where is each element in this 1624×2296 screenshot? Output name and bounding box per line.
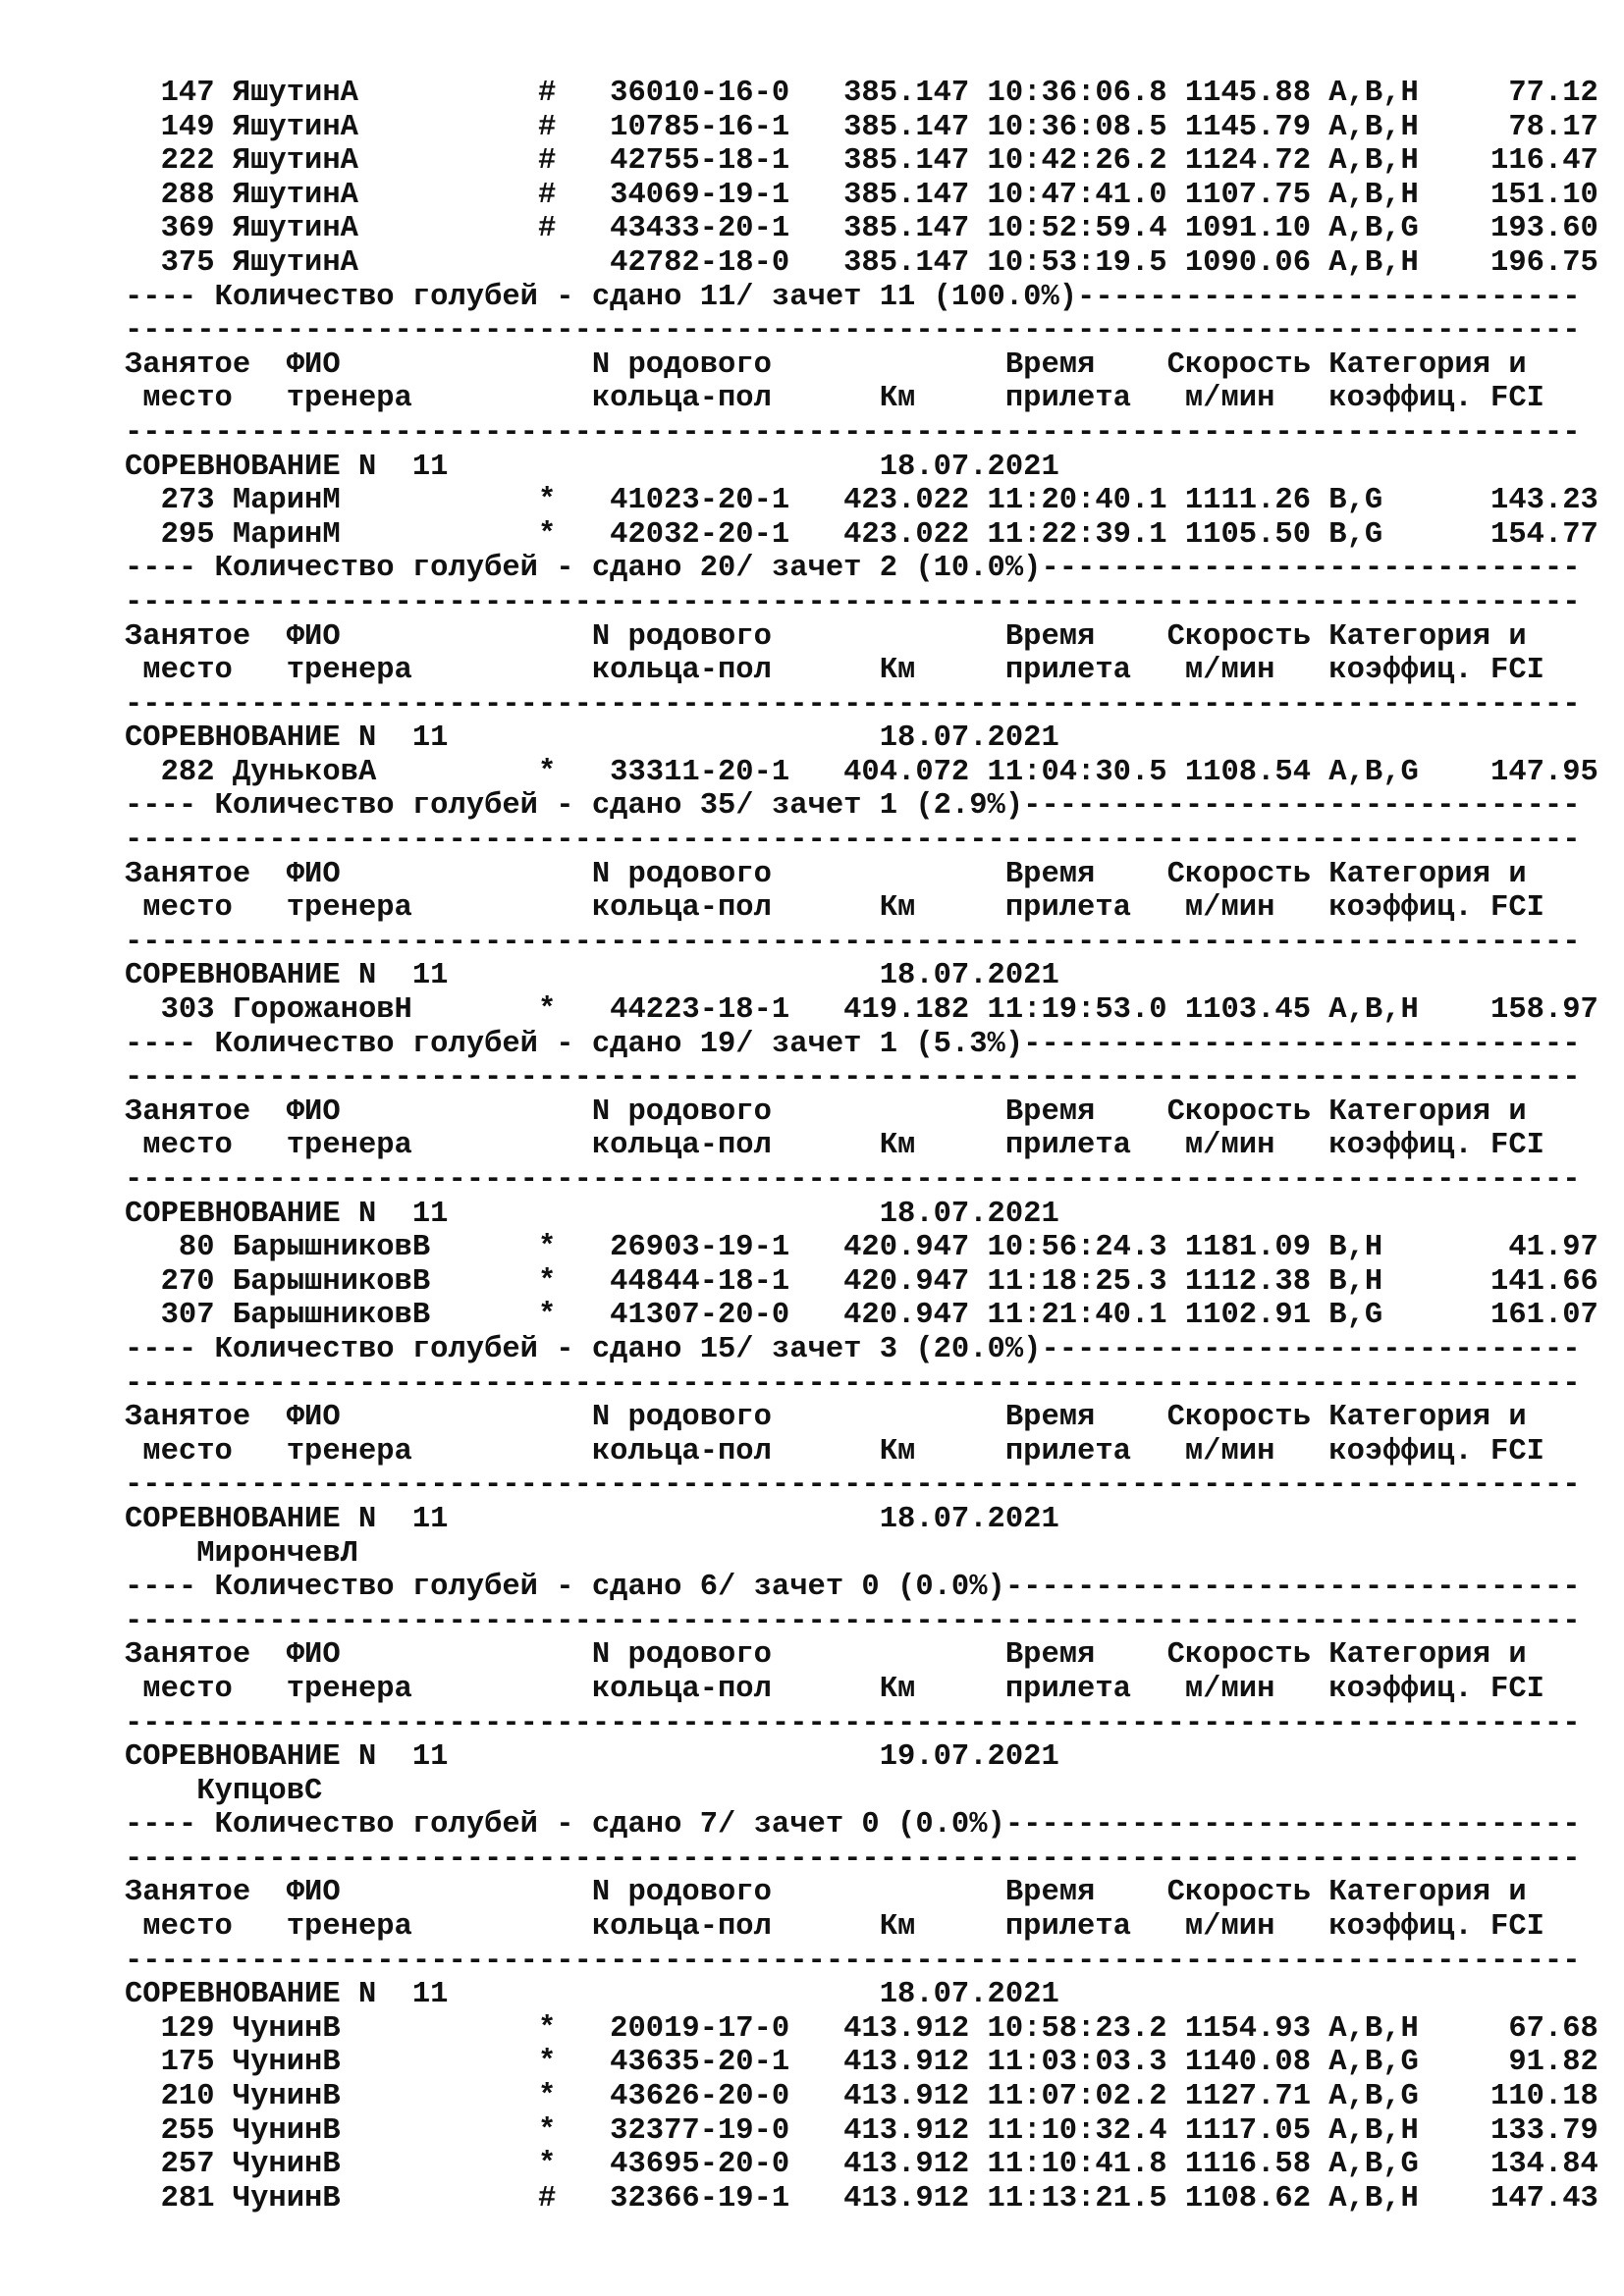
summary-line: ---- Количество голубей - сдано 7/ зачет 0 (0.0%)--------------------------------	[125, 1808, 1581, 1842]
separator-line: ---------------------------------------------------------------------------------	[125, 1842, 1581, 1876]
competition-header-line: СОРЕВНОВАНИЕ N 11 18.07.2021	[125, 1502, 1059, 1536]
competition-header-line: СОРЕВНОВАНИЕ N 11 18.07.2021	[125, 959, 1059, 993]
result-row: 303 ГорожановН * 44223-18-1 419.182 11:19:53.0 1103.45 A,B,H 158.97	[125, 993, 1598, 1028]
result-row: 147 ЯшутинА # 36010-16-0 385.147 10:36:06.8 1145.88 A,B,H 77.12	[125, 77, 1598, 110]
summary-line: ---- Количество голубей - сдано 6/ зачет 0 (0.0%)--------------------------------	[125, 1571, 1581, 1605]
separator-line: ---------------------------------------------------------------------------------	[125, 1468, 1581, 1503]
column-header-line: место тренера кольца-пол Км прилета м/мин коэффиц. FCI	[125, 654, 1544, 688]
column-header-line: место тренера кольца-пол Км прилета м/мин коэффиц. FCI	[125, 1434, 1544, 1468]
summary-line: ---- Количество голубей - сдано 20/ зачет 2 (10.0%)------------------------------	[125, 552, 1581, 586]
column-header-line: место тренера кольца-пол Км прилета м/мин коэффиц. FCI	[125, 1910, 1544, 1945]
competition-header-line: СОРЕВНОВАНИЕ N 11 18.07.2021	[125, 1197, 1059, 1231]
participant-line: МирончевЛ	[125, 1536, 358, 1571]
column-header-line: место тренера кольца-пол Км прилета м/мин коэффиц. FCI	[125, 1672, 1544, 1706]
separator-line: ---------------------------------------------------------------------------------	[125, 415, 1581, 450]
result-row: 255 ЧунинВ * 32377-19-0 413.912 11:10:32.4 1117.05 A,B,H 133.79	[125, 2113, 1598, 2148]
separator-line: ---------------------------------------------------------------------------------	[125, 1604, 1581, 1638]
separator-line: ---------------------------------------------------------------------------------	[125, 824, 1581, 858]
result-row: 282 ДуньковА * 33311-20-1 404.072 11:04:30.5 1108.54 A,B,G 147.95	[125, 755, 1598, 789]
participant-line: КупцовС	[125, 1774, 323, 1808]
separator-line: ---------------------------------------------------------------------------------	[125, 925, 1581, 959]
result-row: 149 ЯшутинА # 10785-16-1 385.147 10:36:08.5 1145.79 A,B,H 78.17	[125, 110, 1598, 144]
separator-line: ---------------------------------------------------------------------------------	[125, 1061, 1581, 1095]
result-row: 281 ЧунинВ # 32366-19-1 413.912 11:13:21.5 1108.62 A,B,H 147.43	[125, 2181, 1598, 2216]
result-row: 273 МаринМ * 41023-20-1 423.022 11:20:40.1 1111.26 B,G 143.23	[125, 484, 1598, 518]
result-row: 375 ЯшутинА 42782-18-0 385.147 10:53:19.5 1090.06 A,B,H 196.75	[125, 245, 1598, 280]
result-row: 175 ЧунинВ * 43635-20-1 413.912 11:03:03.3 1140.08 A,B,G 91.82	[125, 2046, 1598, 2080]
column-header-line: Занятое ФИО N родового Время Скорость Категория и	[125, 347, 1527, 382]
separator-line: ---------------------------------------------------------------------------------	[125, 1366, 1581, 1401]
competition-header-line: СОРЕВНОВАНИЕ N 11 18.07.2021	[125, 721, 1059, 756]
result-row: 80 БарышниковВ * 26903-19-1 420.947 10:56:24.3 1181.09 B,H 41.97	[125, 1231, 1598, 1265]
separator-line: ---------------------------------------------------------------------------------	[125, 1163, 1581, 1197]
summary-line: ---- Количество голубей - сдано 35/ зачет 1 (2.9%)-------------------------------	[125, 789, 1581, 824]
competition-header-line: СОРЕВНОВАНИЕ N 11 19.07.2021	[125, 1740, 1059, 1775]
competition-header-line: СОРЕВНОВАНИЕ N 11 18.07.2021	[125, 1978, 1059, 2012]
result-row: 307 БарышниковВ * 41307-20-0 420.947 11:21:40.1 1102.91 B,G 161.07	[125, 1299, 1598, 1333]
result-row: 369 ЯшутинА # 43433-20-1 385.147 10:52:59.4 1091.10 A,B,G 193.60	[125, 212, 1598, 246]
column-header-line: Занятое ФИО N родового Время Скорость Категория и	[125, 1876, 1527, 1910]
result-row: 270 БарышниковВ * 44844-18-1 420.947 11:18:25.3 1112.38 B,H 141.66	[125, 1264, 1598, 1299]
summary-line: ---- Количество голубей - сдано 11/ зачет 11 (100.0%)----------------------------	[125, 280, 1581, 314]
separator-line: ---------------------------------------------------------------------------------	[125, 1944, 1581, 1978]
column-header-line: Занятое ФИО N родового Время Скорость Категория и	[125, 1095, 1527, 1129]
column-header-line: Занятое ФИО N родового Время Скорость Категория и	[125, 1401, 1527, 1435]
separator-line: ---------------------------------------------------------------------------------	[125, 314, 1581, 348]
competition-header-line: СОРЕВНОВАНИЕ N 11 18.07.2021	[125, 450, 1059, 484]
separator-line: ---------------------------------------------------------------------------------	[125, 687, 1581, 721]
column-header-line: место тренера кольца-пол Км прилета м/мин коэффиц. FCI	[125, 891, 1544, 926]
column-header-line: Занятое ФИО N родового Время Скорость Категория и	[125, 857, 1527, 891]
result-row: 295 МаринМ * 42032-20-1 423.022 11:22:39.1 1105.50 B,G 154.77	[125, 517, 1598, 552]
column-header-line: Занятое ФИО N родового Время Скорость Категория и	[125, 619, 1527, 654]
column-header-line: место тренера кольца-пол Км прилета м/мин коэффиц. FCI	[125, 1129, 1544, 1163]
column-header-line: Занятое ФИО N родового Время Скорость Категория и	[125, 1638, 1527, 1673]
result-row: 210 ЧунинВ * 43626-20-0 413.912 11:07:02.2 1127.71 A,B,G 110.18	[125, 2080, 1598, 2114]
summary-line: ---- Количество голубей - сдано 15/ зачет 3 (20.0%)------------------------------	[125, 1332, 1581, 1366]
result-row: 288 ЯшутинА # 34069-19-1 385.147 10:47:41.0 1107.75 A,B,H 151.10	[125, 178, 1598, 212]
separator-line: ---------------------------------------------------------------------------------	[125, 585, 1581, 619]
result-row: 129 ЧунинВ * 20019-17-0 413.912 10:58:23.2 1154.93 A,B,H 67.68	[125, 2011, 1598, 2046]
results-report	[125, 77, 1598, 2216]
result-row: 222 ЯшутинА # 42755-18-1 385.147 10:42:26.2 1124.72 A,B,H 116.47	[125, 144, 1598, 179]
separator-line: ---------------------------------------------------------------------------------	[125, 1706, 1581, 1740]
result-row: 257 ЧунинВ * 43695-20-0 413.912 11:10:41.8 1116.58 A,B,G 134.84	[125, 2148, 1598, 2182]
column-header-line: место тренера кольца-пол Км прилета м/мин коэффиц. FCI	[125, 382, 1544, 416]
summary-line: ---- Количество голубей - сдано 19/ зачет 1 (5.3%)-------------------------------	[125, 1027, 1581, 1061]
